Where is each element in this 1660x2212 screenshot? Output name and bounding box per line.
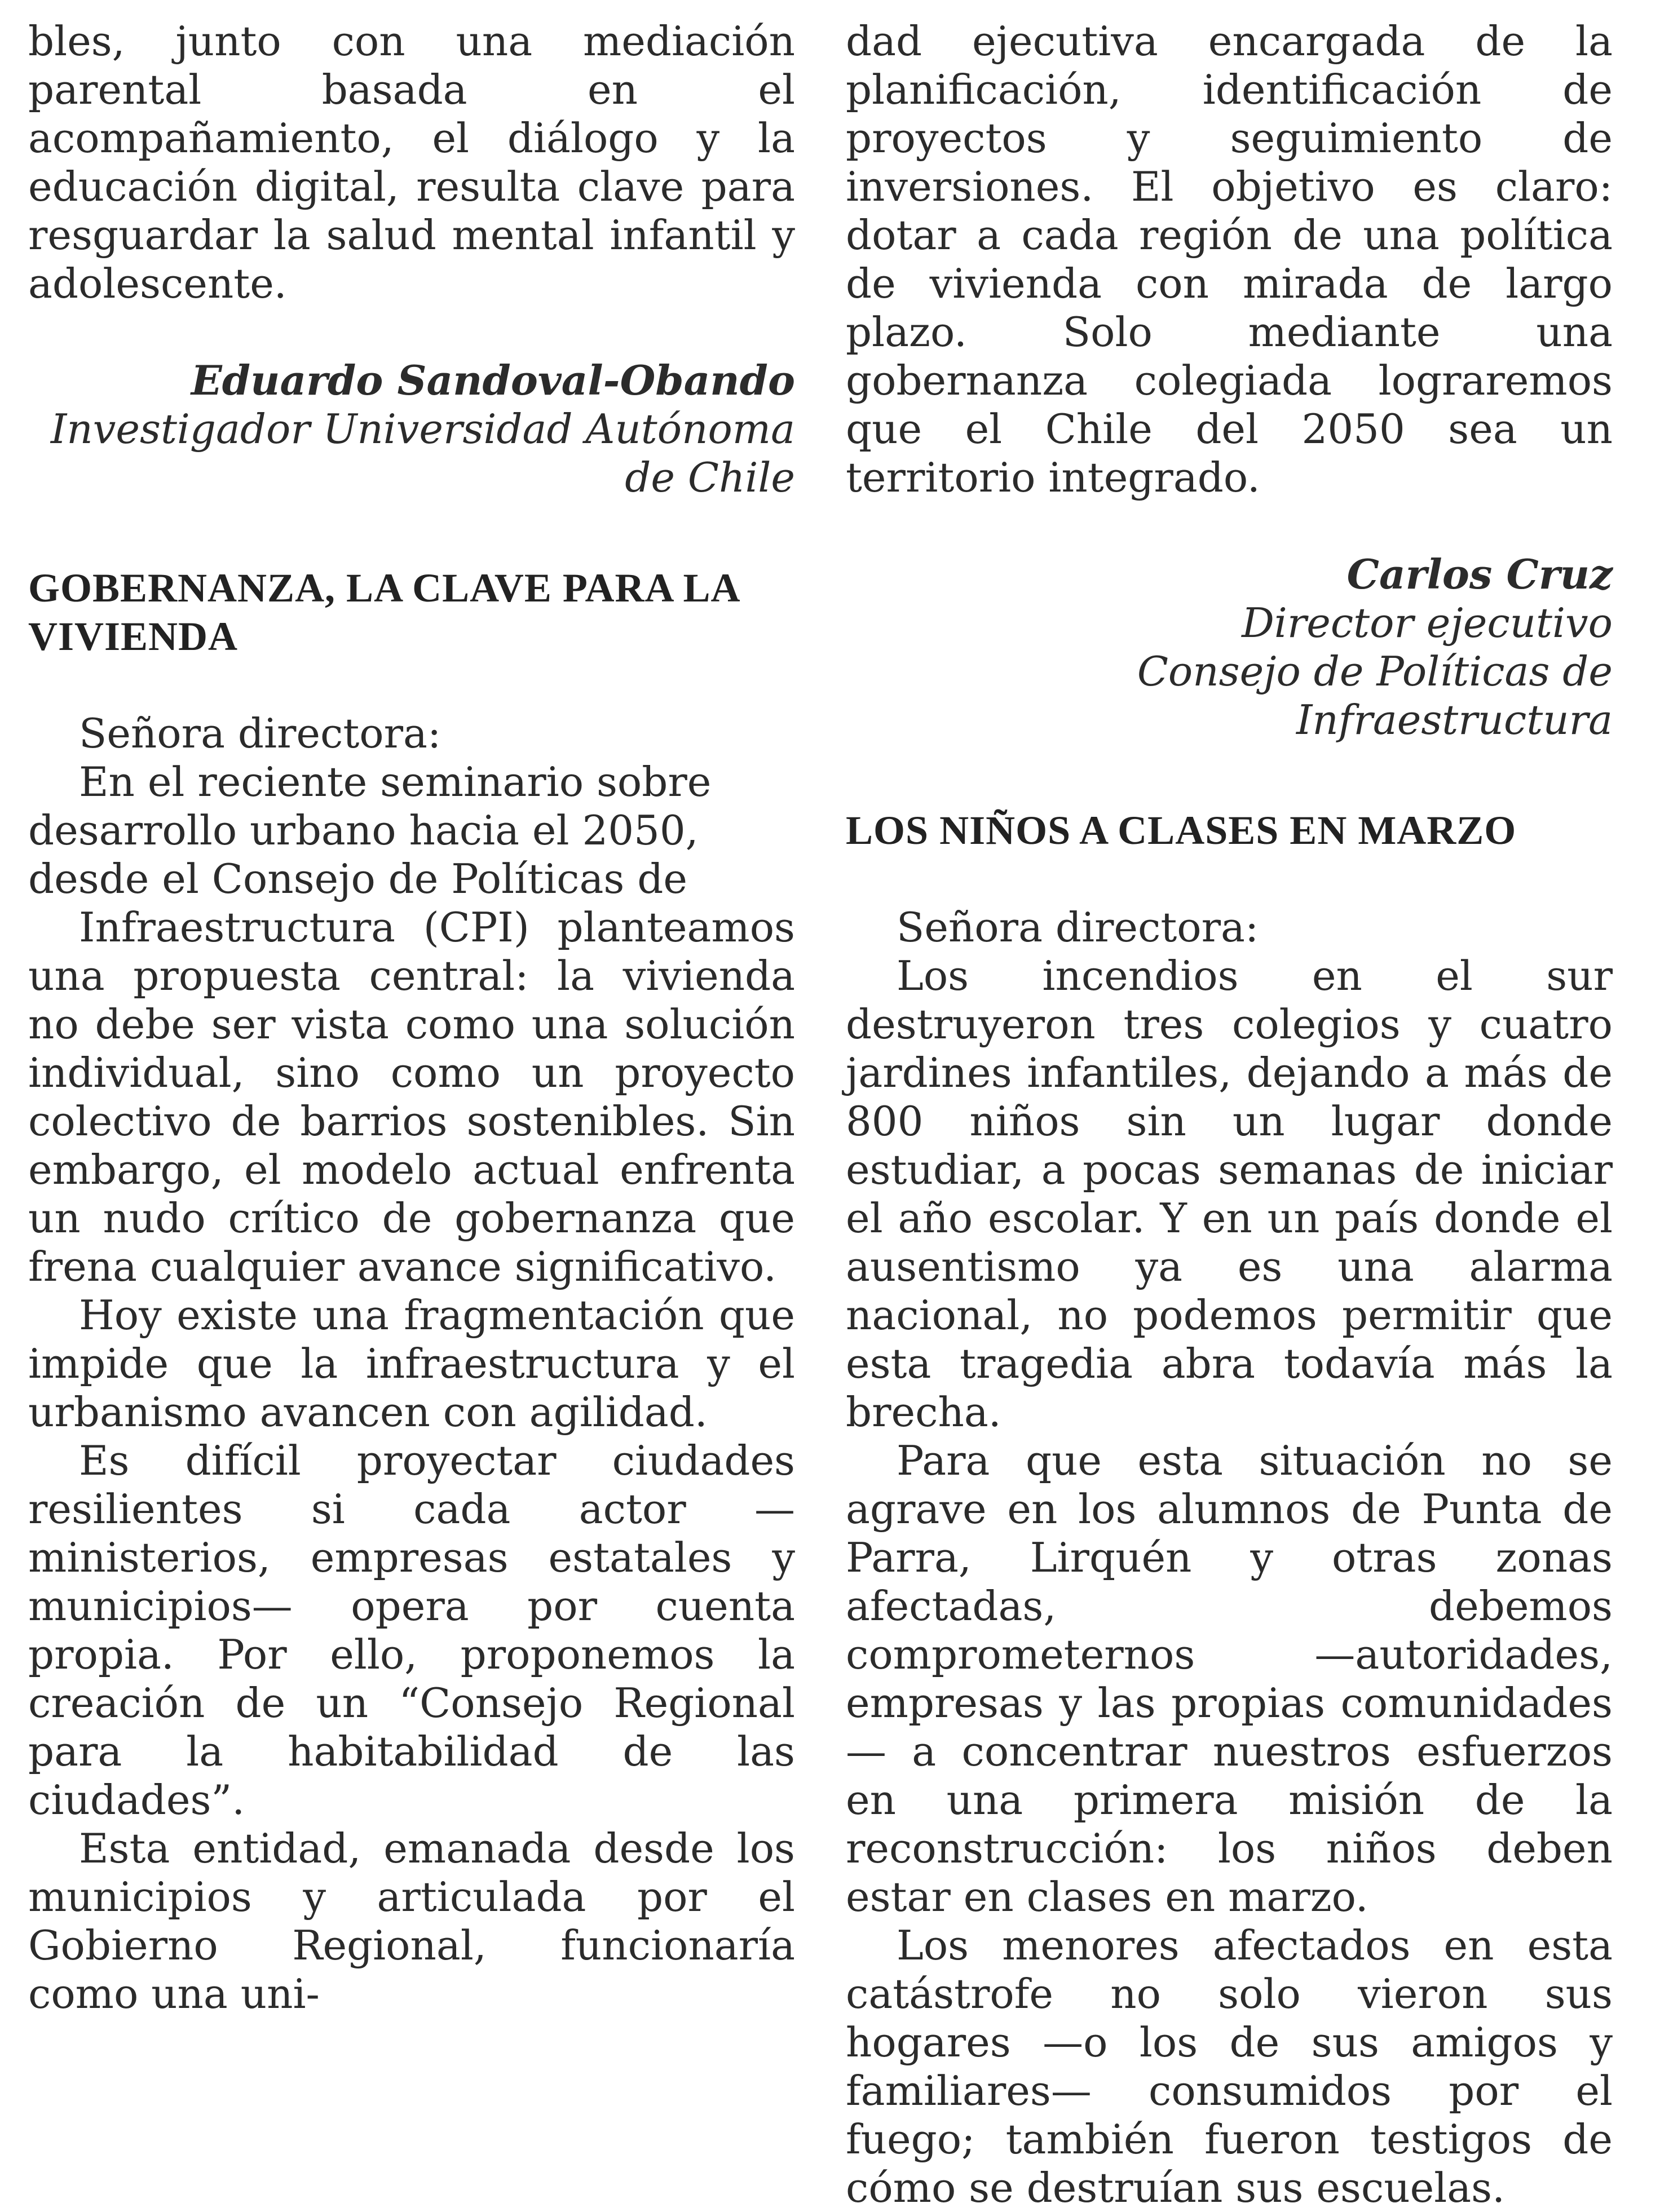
paragraph: Es difícil proyectar ciudades resilientes si cada actor —ministerios, empresas estatales y municipios— opera por cuenta propia. Por ello, proponemos la creación de un “Consejo Regional para la habitabilidad de las ciudades”. [28,1437,795,1824]
signature-title-left-1: Investigador Universidad Autónoma [50,405,795,453]
paragraph: Los incendios en el sur destruyeron tres colegios y cuatro jardines infantiles, dejando a más de 800 niños sin un lugar donde estudiar, a pocas semanas de iniciar el año escolar. Y en un país donde el ausentismo ya es una alarma nacional, no podemos permitir que esta tragedia abra todavía más la brecha. [846,952,1613,1436]
signature-title-right-1: Director ejecutivo [1242,599,1613,647]
headline-gobernanza: GOBERNANZA, LA CLAVE PARA LA VIVIENDA [28,565,739,659]
paragraph: Hoy existe una fragmentación que impide que la infraestructura y el urbanismo avancen con agilidad. [28,1291,795,1436]
headline-ninos-clases: LOS NIÑOS A CLASES EN MARZO [846,808,1517,853]
paragraph: En el reciente seminario sobre desarrollo urbano hacia el 2050, desde el Consejo de Políticas de [28,758,712,903]
right-column [846,17,1613,2212]
paragraph: Esta entidad, emanada desde los municipios y articulada por el Gobierno Regional, funcionaría como una uni- [28,1825,795,2018]
signature-name-left: Eduardo Sandoval-Obando [191,356,795,404]
paragraph: Los menores afectados en esta catástrofe no solo vieron sus hogares —o los de sus amigos y familiares— consumidos por el fuego; también fueron testigos de cómo se destruían sus escuelas. [846,1922,1613,2211]
paragraph: Infraestructura (CPI) planteamos una propuesta central: la vivienda no debe ser vista como una solución individual, sino como un proyecto colectivo de barrios sostenibles. Sin embargo, el modelo actual enfrenta un nudo crítico de gobernanza que frena cualquier avance significativo. [28,904,795,1290]
salutation-left: Señora directora: [79,710,442,757]
left-column [28,17,795,2018]
signature-title-right-2: Consejo de Políticas de Infraestructura [1137,648,1613,744]
signature-name-right: Carlos Cruz [1346,550,1613,598]
paragraph: Para que esta situación no se agrave en los alumnos de Punta de Parra, Lirquén y otras zonas afectadas, debemos comprometernos —autoridades, empresas y las propias comunidades— a concentrar nuestros esfuerzos en una primera misión de la reconstrucción: los niños deben estar en clases en marzo. [846,1437,1613,1921]
continuation-paragraph-right: dad ejecutiva encargada de la planificación, identificación de proyectos y seguimiento de inversiones. El objetivo es claro: dotar a cada región de una política de vivienda con mirada de largo plazo. Solo mediante una gobernanza colegiada lograremos que el Chile del 2050 sea un territorio integrado. [846,17,1613,501]
continuation-paragraph-left: bles, junto con una mediación parental basada en el acompañamiento, el diálogo y la educación digital, resulta clave para resguardar la salud mental infantil y adolescente. [28,17,795,307]
signature-title-left-2: de Chile [625,454,795,501]
salutation-right: Señora directora: [897,904,1259,951]
